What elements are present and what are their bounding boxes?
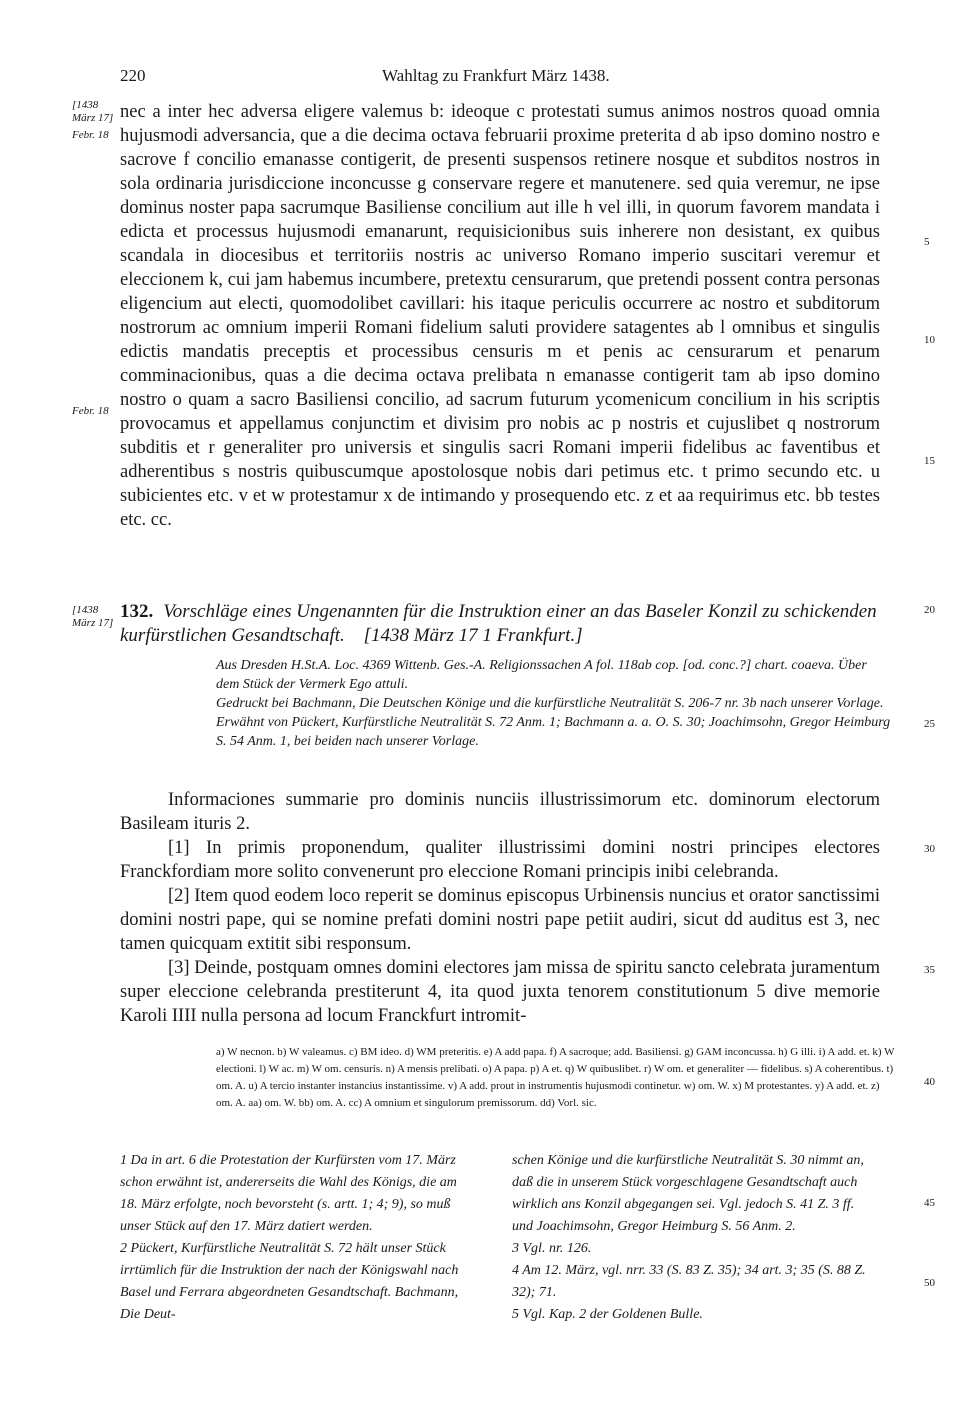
- text-paragraph: Informaciones summarie pro dominis nunciis illustrissimorum etc. dominorum electorum Basileam ituris 2.: [120, 790, 880, 834]
- text-paragraph: [2] Item quod eodem loco reperit se dominus episcopus Urbinensis nuncius et orator sanctissimi domini nostri pape, qui se nomine prefati domini nostri pape petiit audiri, sicut dd auditus est 3, nec tamen quicquam extitit sibi responsum.: [120, 886, 880, 954]
- source-note: Gedruckt bei Bachmann, Die Deutschen Könige und die kurfürstliche Neutralität S. 206-7 nr. 3b nach unserer Vorlage.: [216, 696, 884, 711]
- margin-doc-date-1: [1438: [72, 604, 99, 616]
- footnotes-right: [512, 1150, 867, 1326]
- line-number: 20: [924, 604, 935, 616]
- margin-doc-date-2: März 17]: [72, 617, 114, 629]
- running-title: Wahltag zu Frankfurt März 1438.: [382, 66, 610, 85]
- line-number: 15: [924, 455, 935, 467]
- critical-apparatus: [216, 1044, 896, 1112]
- sources-block: [216, 656, 892, 751]
- source-note: Erwähnt von Pückert, Kurfürstliche Neutralität S. 72 Anm. 1; Bachmann a. a. O. S. 30; Joachimsohn, Gregor Heimburg S. 54 Anm. 1, bei beiden nach unserer Vorlage.: [216, 715, 891, 749]
- footnote: 5 Vgl. Kap. 2 der Goldenen Bulle.: [512, 1307, 703, 1322]
- source-note: Aus Dresden H.St.A. Loc. 4369 Wittenb. Ges.-A. Religionssachen A fol. 118ab cop. [od. conc.?] chart. coaeva. Über dem Stück der Vermerk Ego attuli.: [216, 658, 867, 692]
- document-date: [1438 März 17 1 Frankfurt.]: [363, 625, 583, 646]
- document-number: 132.: [120, 601, 154, 622]
- page-number: 220: [120, 66, 146, 85]
- line-number: 25: [924, 718, 935, 730]
- document-text: [120, 788, 880, 1028]
- margin-date-top-2: März 17]: [72, 112, 114, 124]
- line-number: 5: [924, 236, 930, 248]
- footnotes-left: [120, 1150, 475, 1326]
- margin-date-top-1: [1438: [72, 99, 99, 111]
- margin-febr-1: Febr. 18: [72, 129, 109, 141]
- document-heading: [120, 600, 900, 648]
- line-number: 10: [924, 334, 935, 346]
- footnote: 4 Am 12. März, vgl. nrr. 33 (S. 83 Z. 35); 34 art. 3; 35 (S. 88 Z. 32); 71.: [512, 1263, 866, 1300]
- text-paragraph: [1] In primis proponendum, qualiter illustrissimi domini nostri principes electores Franckfordiam more solito convenerunt pro eleccione Romani principis inibi celebranda.: [120, 838, 880, 882]
- line-number: 50: [924, 1277, 935, 1289]
- document-title: Vorschläge eines Ungenannten für die Instruktion einer an das Baseler Konzil zu schickenden kurfürstlichen Gesandtschaft.: [120, 601, 877, 646]
- apparatus-text: a) W necnon. b) W valeamus. c) BM ideo. d) WM preteritis. e) A add papa. f) A sacroque; add. Basiliensi. g) GAM inconcussa. h) G illi. i) A add. et. k) W electioni. l) W ac. m) W om. censuris. n) A mensis prelibati. o) A papa. p) A et. q) W quibuslibet. r) W om. et generaliter — fidelibus. s) A coherentibus. t) om. A. u) A tercio instanter instancius instantissime. v) A add. prout in instrumentis hujusmodi continetur. w) om. W. x) M protestantes. y) A add. et. z) om. A. aa) om. W. bb) om. A. cc) A omnium et singulorum premissorum. dd) Vorl. sic.: [216, 1046, 895, 1109]
- footnote: 2 Pückert, Kurfürstliche Neutralität S. 72 hält unser Stück irrtümlich für die Instruktion der nach der Königswahl nach Basel und Ferrara abgeordneten Gesandtschaft. Bachmann, Die Deut-: [120, 1241, 459, 1322]
- footnote: 3 Vgl. nr. 126.: [512, 1241, 592, 1256]
- line-number: 45: [924, 1197, 935, 1209]
- line-number: 40: [924, 1076, 935, 1088]
- body-paragraph: nec a inter hec adversa eligere valemus b: ideoque c protestati sumus animos nostros quoad omnia hujusmodi adversancia, que a die decima octava februarii proxime preterita d ab ipso domino nostro e sacrove f concilio emanasse contigerit, de presenti suspensos retinere nosque et subditos nostros in sola ordinaria jurisdiccione inconcusse g conservare regere et manutenere. sed quia veremur, ne ipse dominus noster papa sacrumque Basiliense concilium aut ille h vel illi, in quorum favorem mandata i edicta et processus hujusmodi emanarunt, requisicionibus suis inherere non desistant, ex quibus scandala in diocesibus et territoriis nostris ac universo Romano imperio suscitari veremur et eleccionem k, cui jam habemus incumbere, pretextu censurarum, que pretendi possent contra personas eligencium aut electi, quomodolibet cavillari: his itaque periculis occurrere ac nostro et subditorum nostrorum ac omnium imperii Romani fidelium saluti providere satagentes ab l omnibus et singulis edictis mandatis preceptis et processibus censuris m et penis ac censurarum et penarum comminacionibus, quas a die decima octava prelibata n emanasse contigerit tam ab ipso domino nostro o quam a sacro Basiliensi concilio, ad sacrum futurum ycomenicum concilium in his scriptis provocamus et appellamus conjunctim et divisim pro nobis ac p nostris et cujuslibet q nostrorum subditis et r generaliter pro universis et singulis sacri Romani imperii fidelibus ac faventibus et adherentibus s nostris quibuscumque apostolosque nobis dari petimus etc. t primo secundo etc. u subicientes etc. v et w protestamur x de intimando y prosequendo etc. z et aa requirimus etc. bb testes etc. cc.: [120, 102, 880, 530]
- text-paragraph: [3] Deinde, postquam omnes domini electores jam missa de spiritu sancto celebrata juramentum super eleccione celebranda prestiterunt 4, ita quod juxta tenorem constitutionum 5 dive memorie Karoli IIII nulla persona ad locum Franckfurt intromit-: [120, 958, 880, 1026]
- margin-febr-2: Febr. 18: [72, 405, 109, 417]
- footnote: 1 Da in art. 6 die Protestation der Kurfürsten vom 17. März schon erwähnt ist, andererseits die Wahl des Königs, die am 18. März erfolgte, noch bevorsteht (s. artt. 1; 4; 9), so muß unser Stück auf den 17. März datiert werden.: [120, 1153, 457, 1234]
- footnote: schen Könige und die kurfürstliche Neutralität S. 30 nimmt an, daß die in unserem Stück vorgeschlagene Gesandtschaft auch wirklich ans Konzil abgegangen sei. Vgl. jedoch S. 41 Z. 3 ff. und Joachimsohn, Gregor Heimburg S. 56 Anm. 2.: [512, 1153, 864, 1234]
- body-text-block: [120, 100, 880, 532]
- line-number: 30: [924, 843, 935, 855]
- line-number: 35: [924, 964, 935, 976]
